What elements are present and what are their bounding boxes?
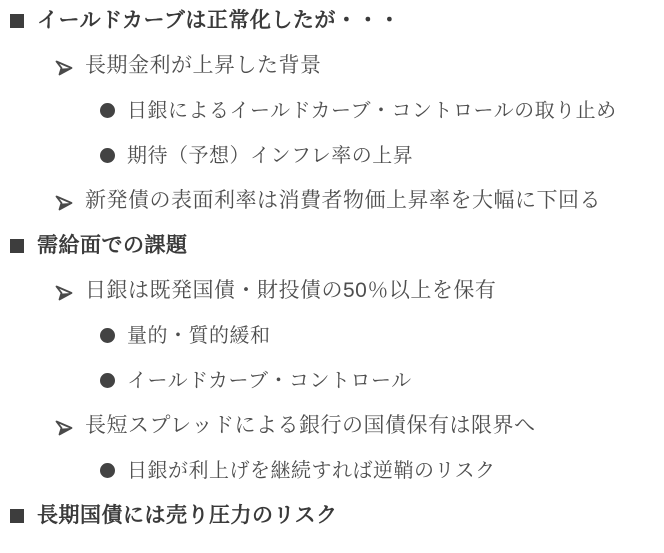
arrowhead-bullet-icon xyxy=(55,193,73,209)
circle-bullet-icon xyxy=(100,328,115,343)
arrowhead-bullet-icon xyxy=(55,58,73,74)
bullet-line-level1 xyxy=(0,502,664,529)
bullet-line-level1 xyxy=(0,7,664,34)
bullet-line-level3 xyxy=(0,457,664,484)
bullet-text: 日銀によるイールドカーブ・コントロールの取り止め xyxy=(127,99,617,122)
arrowhead-bullet-icon xyxy=(55,283,73,299)
bullet-line-level2 xyxy=(0,277,664,304)
arrowhead-bullet-icon xyxy=(55,418,73,434)
bullet-line-level3 xyxy=(0,97,664,124)
bullet-line-level2 xyxy=(0,187,664,214)
bullet-line-level1 xyxy=(0,232,664,259)
circle-bullet-icon xyxy=(100,463,115,478)
bullet-line-level3 xyxy=(0,322,664,349)
square-bullet-icon xyxy=(10,509,24,523)
heading-text: 需給面での課題 xyxy=(37,234,188,257)
bullet-line-level2 xyxy=(0,412,664,439)
bullet-text: 新発債の表面利率は消費者物価上昇率を大幅に下回る xyxy=(85,189,601,212)
bullet-text: 日銀が利上げを継続すれば逆鞘のリスク xyxy=(127,459,496,482)
bullet-line-level3 xyxy=(0,367,664,394)
circle-bullet-icon xyxy=(100,103,115,118)
bullet-text: 期待（予想）インフレ率の上昇 xyxy=(127,144,414,167)
heading-text: 長期国債には売り圧力のリスク xyxy=(37,504,338,527)
bullet-text: 量的・質的緩和 xyxy=(127,324,271,347)
bullet-text: 日銀は既発国債・財投債の50％以上を保有 xyxy=(85,279,497,302)
bullet-text: 長短スプレッドによる銀行の国債保有は限界へ xyxy=(85,414,536,437)
bullet-line-level3 xyxy=(0,142,664,169)
square-bullet-icon xyxy=(10,239,24,253)
circle-bullet-icon xyxy=(100,148,115,163)
circle-bullet-icon xyxy=(100,373,115,388)
bullet-text: イールドカーブ・コントロール xyxy=(127,369,412,392)
bullet-line-level2 xyxy=(0,52,664,79)
bullet-text: 長期金利が上昇した背景 xyxy=(85,54,322,77)
square-bullet-icon xyxy=(10,14,24,28)
heading-text: イールドカーブは正常化したが・・・ xyxy=(37,9,401,32)
